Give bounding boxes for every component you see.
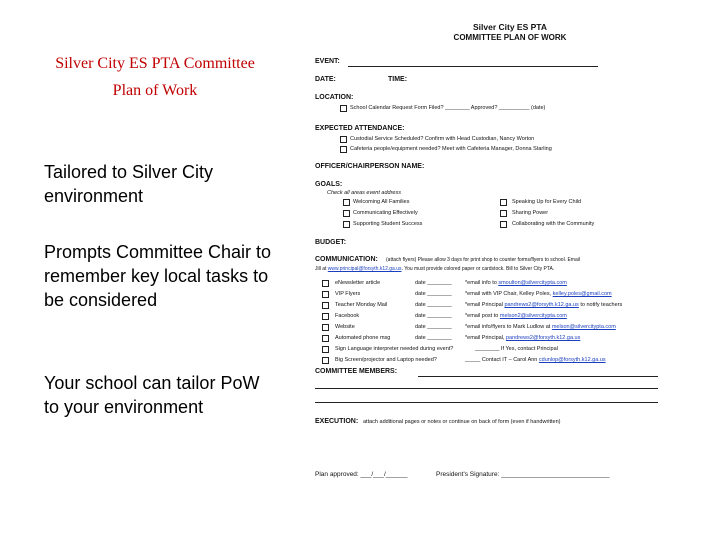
committee-members-label: COMMITTEE MEMBERS: <box>315 368 398 375</box>
goal-checkbox[interactable] <box>343 210 350 217</box>
goal-checkbox[interactable] <box>500 199 507 206</box>
comm-checkbox[interactable] <box>322 335 329 342</box>
location-checkbox[interactable] <box>340 105 347 112</box>
slide-title-line1: Silver City ES PTA Committee <box>55 55 255 72</box>
comm-link[interactable]: kelley.poles@gmail.com <box>552 291 612 297</box>
comm-item: Facebook <box>335 313 360 319</box>
comm-date: date ________ <box>415 291 452 297</box>
communication-text-2: Jill at www.principal@forsyth.k12.ga.us. You must provide colored paper or cardstock. Bill to Silver City PTA. <box>315 266 555 272</box>
custodial-item: Custodial Service Scheduled? Confirm with Head Custodian, Nancy Worton <box>350 136 535 142</box>
comm-item: Big Screen/projector and Laptop needed? <box>335 357 437 363</box>
comm-item: Automated phone msg <box>335 335 391 341</box>
goal-item: Supporting Student Success <box>353 221 423 227</box>
goals-label: GOALS: <box>315 181 343 188</box>
comm-item: Sign Language interpreter needed during event? <box>335 346 454 352</box>
goal-checkbox[interactable] <box>343 221 350 228</box>
event-label: EVENT: <box>315 58 340 65</box>
location-label: LOCATION: <box>315 94 354 101</box>
comm-link[interactable]: cdunlop@forsyth.k12.ga.us <box>538 357 606 363</box>
execution-note: attach additional pages or notes or continue on back of form (even if handwritten) <box>363 419 561 425</box>
comm-link[interactable]: smoulton@silvercitypta.com <box>498 280 567 286</box>
members-line <box>315 402 658 403</box>
comm-checkbox[interactable] <box>322 346 329 353</box>
comm-checkbox[interactable] <box>322 357 329 364</box>
communication-text: (attach flyers) Please allow 3 days for print shop to counter forms/flyers to school. Email <box>386 257 580 263</box>
custodial-checkbox[interactable] <box>340 136 347 143</box>
comm-checkbox[interactable] <box>322 302 329 309</box>
comm-date: date ________ <box>415 324 452 330</box>
officer-label: OFFICER/CHAIRPERSON NAME: <box>315 163 425 170</box>
comm-item: Teacher Monday Mail <box>335 302 388 308</box>
goal-checkbox[interactable] <box>343 199 350 206</box>
goal-item: Speaking Up for Every Child <box>512 199 582 205</box>
comm-date: date ________ <box>415 313 452 319</box>
comm-date: date ________ <box>415 302 452 308</box>
comm-checkbox[interactable] <box>322 280 329 287</box>
goal-item: Communicating Effectively <box>353 210 418 216</box>
goal-item: Welcoming All Families <box>353 199 410 205</box>
comm-link[interactable]: pandrews2@forsyth.k12.ga.us <box>504 302 579 308</box>
event-line <box>348 66 598 67</box>
comm-checkbox[interactable] <box>322 324 329 331</box>
time-label: TIME: <box>388 76 408 83</box>
slide-title-line2: Plan of Work <box>112 82 198 99</box>
communication-label: COMMUNICATION: <box>315 256 378 263</box>
comm-checkbox[interactable] <box>322 313 329 320</box>
form-header-school: Silver City ES PTA <box>472 22 547 32</box>
goal-checkbox[interactable] <box>500 210 507 217</box>
comm-link[interactable]: melson@silvercitypta.com <box>551 324 616 330</box>
comm-item: Website <box>335 324 355 330</box>
comm-info: *email with VIP Chair, Kelley Poles, kelley.poles@gmail.com <box>465 291 612 297</box>
comm-info: _____ Contact IT – Carol Ann cdunlop@forsyth.k12.ga.us <box>465 357 606 363</box>
form-header-title: COMMITTEE PLAN OF WORK <box>453 33 567 42</box>
comm-info: ________ If Yes, contact Principal <box>475 346 558 352</box>
comm-checkbox[interactable] <box>322 291 329 298</box>
bullet-item: Your school can tailor PoW to your environment <box>44 373 260 417</box>
comm-link[interactable]: pandrews2@forsyth.k12.ga.us <box>505 335 581 341</box>
goal-item: Sharing Power <box>512 210 549 216</box>
cafeteria-item: Cafeteria people/equipment needed? Meet with Cafeteria Manager, Donna Starling <box>350 146 552 152</box>
comm-date: date ________ <box>415 280 452 286</box>
members-line <box>315 388 658 389</box>
expected-attendance-label: EXPECTED ATTENDANCE: <box>315 125 405 132</box>
bullet-item: Tailored to Silver City environment <box>44 162 214 206</box>
comm-link[interactable]: melson2@silvercitypta.com <box>499 313 567 319</box>
cafeteria-checkbox[interactable] <box>340 146 347 153</box>
budget-label: BUDGET: <box>315 239 347 246</box>
comm-info: *email info to smoulton@silvercitypta.com <box>465 280 567 286</box>
president-signature-label: President's Signature: ______________________________ <box>436 471 610 478</box>
comm-info: *email Principal pandrews2@forsyth.k12.ga.us to notify teachers <box>465 302 623 308</box>
comm-date: date ________ <box>415 335 452 341</box>
location-item: School Calendar Request Form Filed? ________ Approved? __________ (date) <box>350 105 546 111</box>
comm-info: *email Principal, pandrews2@forsyth.k12.ga.us <box>465 335 581 341</box>
slide-title <box>40 50 270 104</box>
comm-item: VIP Flyers <box>335 291 361 297</box>
bullet-item: Prompts Committee Chair to remember key local tasks to be considered <box>44 242 272 310</box>
goal-item: Collaborating with the Community <box>512 221 595 227</box>
comm-item: eNewsletter article <box>335 280 381 286</box>
comm-info: *email post to melson2@silvercitypta.com <box>465 313 567 319</box>
plan-approved-label: Plan approved: ___/___/______ <box>315 471 408 478</box>
goal-checkbox[interactable] <box>500 221 507 228</box>
comm-info: *email info/flyers to Mark Ludlow at melson@silvercitypta.com <box>465 324 616 330</box>
plan-of-work-form <box>300 15 695 495</box>
goals-note: Check all areas event address <box>327 190 401 196</box>
members-line <box>418 376 658 377</box>
principal-email-link[interactable]: www.principal@forsyth.k12.ga.us <box>327 266 402 272</box>
execution-label: EXECUTION: <box>315 418 359 425</box>
date-label: DATE: <box>315 76 336 83</box>
